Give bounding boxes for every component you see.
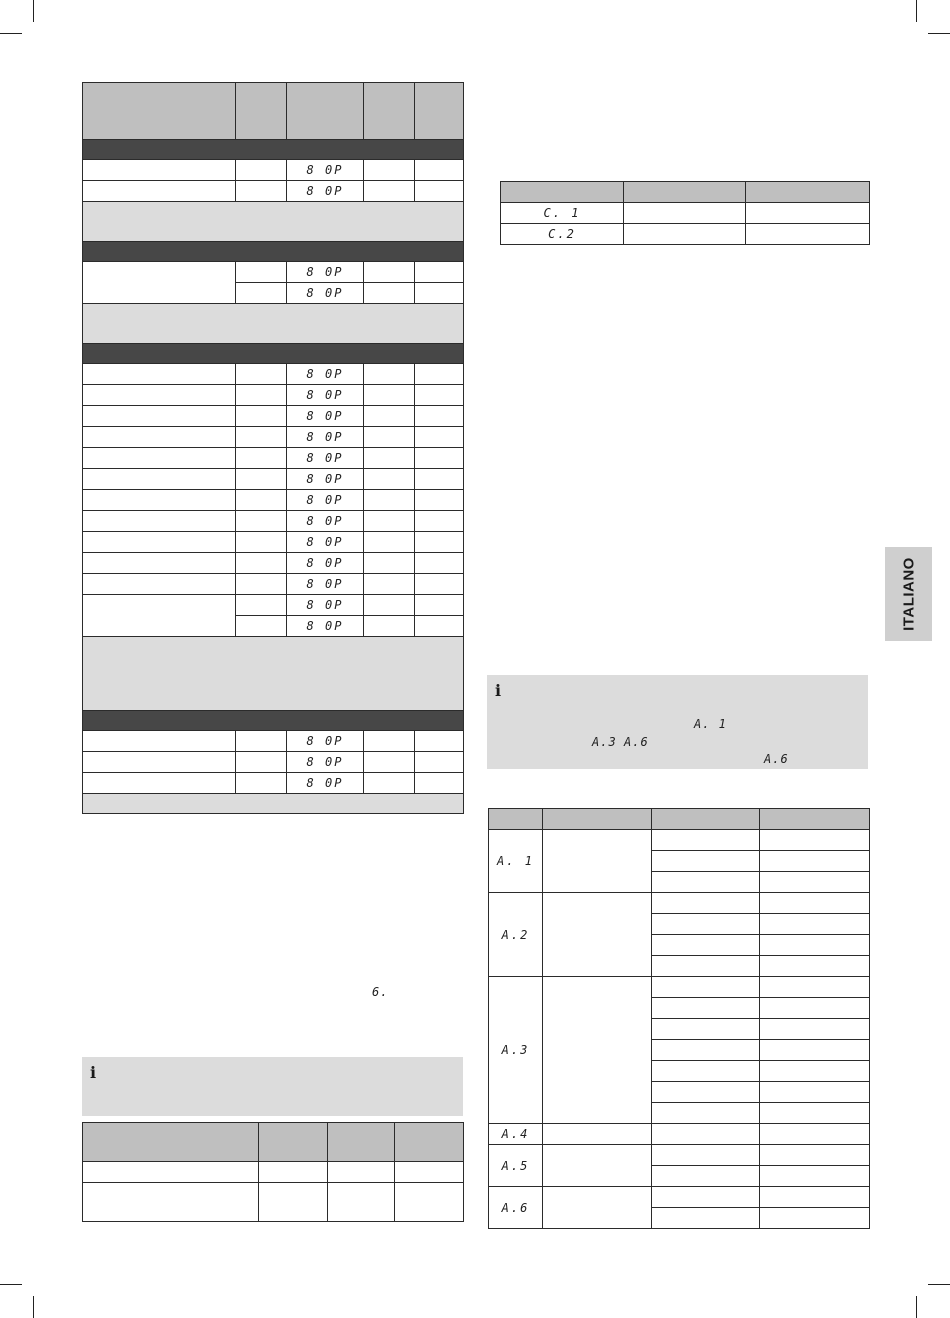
table-row <box>489 893 870 914</box>
note-row <box>83 304 464 344</box>
table-header <box>83 83 464 140</box>
bop-code: 8 0P <box>287 160 364 181</box>
info-icon: i <box>495 681 502 700</box>
crop-mark <box>928 33 950 34</box>
bop-code: 8 0P <box>287 181 364 202</box>
bop-code: 8 0P <box>287 532 364 553</box>
table-header <box>501 182 870 203</box>
a5-code: A.5 <box>489 1145 543 1187</box>
crop-mark <box>0 33 22 34</box>
table-row <box>83 160 464 181</box>
table-row <box>489 1145 870 1166</box>
table-row <box>489 1187 870 1208</box>
table-row <box>83 490 464 511</box>
table-row <box>83 181 464 202</box>
a6-code: A.6 <box>489 1187 543 1229</box>
crop-mark <box>916 1296 917 1318</box>
section-row <box>83 344 464 364</box>
table-header <box>489 809 870 830</box>
section-row <box>83 711 464 731</box>
bop-code: 8 0P <box>287 262 364 283</box>
table-row <box>83 752 464 773</box>
inline-code-six: 6. <box>372 985 389 999</box>
crop-mark <box>0 1284 22 1285</box>
crop-mark <box>33 0 34 22</box>
a6-code: A.6 <box>624 735 649 749</box>
table-row <box>83 385 464 406</box>
table-row <box>501 224 870 245</box>
a2-code: A.2 <box>489 893 543 977</box>
table-row <box>83 406 464 427</box>
note-row <box>83 794 464 814</box>
info-note-left <box>82 1057 463 1116</box>
table-row <box>489 1124 870 1145</box>
table-row <box>83 574 464 595</box>
language-tab-label: ITALIANO <box>900 557 917 631</box>
table-row <box>83 364 464 385</box>
table-row <box>489 830 870 851</box>
bop-code: 8 0P <box>287 469 364 490</box>
a1-code: A. 1 <box>694 717 727 731</box>
a3-code: A.3 <box>592 735 617 749</box>
a1-code: A. 1 <box>489 830 543 893</box>
program-table <box>82 82 464 814</box>
table-row <box>83 731 464 752</box>
bop-code: 8 0P <box>287 364 364 385</box>
table-row <box>83 1162 464 1183</box>
c2-code: C.2 <box>501 224 624 245</box>
language-tab <box>885 547 932 641</box>
bop-code: 8 0P <box>287 511 364 532</box>
bop-code: 8 0P <box>287 752 364 773</box>
bop-code: 8 0P <box>287 406 364 427</box>
bop-code: 8 0P <box>287 385 364 406</box>
bop-code: 8 0P <box>287 773 364 794</box>
bop-code: 8 0P <box>287 448 364 469</box>
a4-code: A.4 <box>489 1124 543 1145</box>
a6-code: A.6 <box>764 752 789 766</box>
bop-code: 8 0P <box>287 731 364 752</box>
bop-code: 8 0P <box>287 553 364 574</box>
table-row <box>83 553 464 574</box>
table-row <box>83 1183 464 1222</box>
crop-mark <box>33 1296 34 1318</box>
section-row <box>83 140 464 160</box>
table-row <box>489 977 870 998</box>
info-note-right <box>487 675 868 769</box>
c-code-table <box>500 181 870 245</box>
note-row <box>83 637 464 711</box>
bop-code: 8 0P <box>287 427 364 448</box>
table-row <box>83 532 464 553</box>
a-code-table <box>488 808 870 1229</box>
info-icon: i <box>90 1063 97 1082</box>
a3-code: A.3 <box>489 977 543 1124</box>
crop-mark <box>916 0 917 22</box>
bop-code: 8 0P <box>287 574 364 595</box>
bop-code: 8 0P <box>287 490 364 511</box>
table-row <box>83 427 464 448</box>
bop-code: 8 0P <box>287 595 364 616</box>
note-row <box>83 202 464 242</box>
bop-code: 8 0P <box>287 283 364 304</box>
table-header <box>83 1123 464 1162</box>
table-row <box>83 469 464 490</box>
crop-mark <box>928 1284 950 1285</box>
table-row <box>501 203 870 224</box>
bottom-left-table <box>82 1122 464 1222</box>
c1-code: C. 1 <box>501 203 624 224</box>
table-row <box>83 511 464 532</box>
section-row <box>83 242 464 262</box>
table-row <box>83 448 464 469</box>
table-row <box>83 262 464 283</box>
table-row <box>83 595 464 616</box>
table-row <box>83 773 464 794</box>
bop-code: 8 0P <box>287 616 364 637</box>
